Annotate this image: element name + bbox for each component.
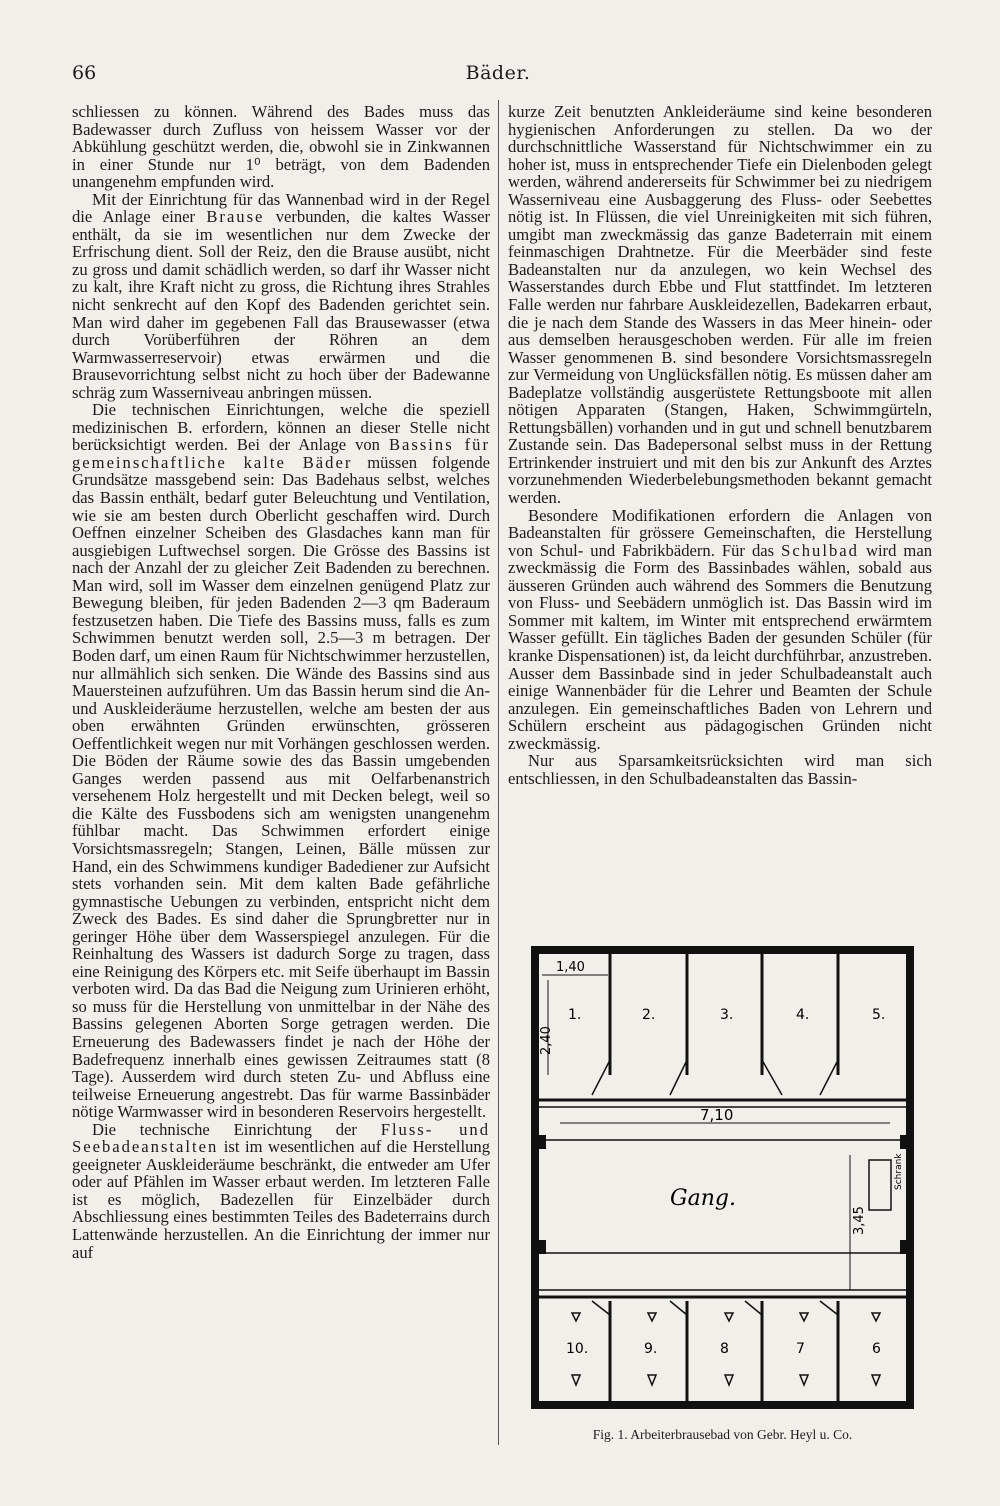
cell-label: 8 [720,1341,729,1357]
dim-top-label: 1,40 [556,960,585,975]
cell-label: 3. [720,1007,734,1023]
figure-caption: Fig. 1. Arbeiterbrausebad von Gebr. Heyl u. Co. [592,1427,853,1442]
cell-label: 10. [566,1341,589,1357]
left-column [72,103,490,1261]
cabinet-label: Schrank [894,1153,904,1190]
page-number: 66 [72,62,97,84]
left-paragraph-2: Mit der Einrichtung für das Wannenbad wird in der Regel die Anlage einer Brause verbunden, die kaltes Wasser enthält, da sie im wesentlichen nur dem Zwecke der Erfrischung dient. Soll der Reiz, den die Brause ausübt, nicht zu gross und damit schädlich werden, so darf ihr Wasser nicht zu kalt, ihre Kraft nicht zu gross, die Richtung ihres Strahles nicht senkrecht auf den Kopf des Badenden gerichtet sein. Man wird daher im gegebenen Fall das Brausewasser (etwa durch Vorüberführen der Röhren an dem Warmwasserreservoir) etwas erwärmen und die Brausevorrichtung selbst nicht zu hoch über der Badewanne schräg zum Wasserniveau anbringen müssen. [72,189,490,402]
floor-plan-figure [520,935,925,1455]
left-paragraph-1: schliessen zu können. Während des Bades muss das Badewasser durch Zufluss von heissem Wasser vor der Abkühlung geschützt werden, die, obwohl sie in Zinkwannen in einer Stunde nur 1⁰ beträgt, von dem Badenden unangenehm empfunden wird. [72,102,490,192]
emphasis-flussbad: Fluss- und Seebadeanstalten [72,1119,490,1157]
dim-width-label: 3,45 [852,1206,867,1235]
cell-label: 5. [872,1007,886,1023]
right-paragraph-2: Besondere Modifikationen erfordern die Anlagen von Badeanstalten für grössere Gemeinschaften, die Herstellung von Schul- und Fabrikbädern. Für das Schulbad wird man zweckmässig die Form des Bassinbades wählen, sobald aus äusseren Gründen auch während des Sommers die Benutzung von Fluss- und Seebädern unmöglich ist. Das Bassin wird im Sommer mit kaltem, im Winter mit entsprechend erwärmtem Wasser gefüllt. Ein tägliches Baden der gesunden Schüler (für kranke Dispensationen) ist, da leicht durchführbar, anzustreben. Ausser dem Bassinbade sind in jeder Schulbadeanstalt auch einige Wannenbäder für die Lehrer und Beamten der Schule anzulegen. Ein gemeinschaftliches Baden von Lehrern und Schülern erscheint aus pädagogischen Gründen nicht zweckmässig. [508,505,932,753]
cell-label: 4. [796,1007,810,1023]
cell-label: 7 [796,1341,805,1357]
emphasis-schulbad: Schulbad [781,540,859,560]
emphasis-bassins: Bassins für gemeinschaftliche kalte Bäder [72,435,490,472]
wall-pier-right-top [900,1135,914,1149]
wall-pier-right-bottom [900,1240,914,1254]
cell-label: 1. [568,1007,582,1023]
dim-cell-height-label: 2,40 [539,1026,554,1055]
right-paragraph-3: Nur aus Sparsamkeitsrücksichten wird man sich entschliessen, in den Schulbadeanstalten das Bassin- [508,751,932,788]
cell-label: 9. [644,1341,658,1357]
cabinet [869,1160,891,1210]
right-paragraph-1: kurze Zeit benutzten Ankleideräume sind keine besonderen hygienischen Anforderungen zu stellen. Da wo der durchschnittliche Wasserstand für Nichtschwimmer ein zu hoher ist, muss in entsprechender Tiefe ein Dielenboden gelegt werden, während andererseits für Schwimmer bei zu niedrigem Wasserniveau eine Ausbaggerung des Fluss- oder Seebettes nötig ist. In Flüssen, die viel Unreinigkeiten mit sich führen, umgibt man zweckmässig das ganze Badeterrain mit einem feinmaschigen Drahtnetze. Für die Meerbäder sind feste Badeanstalten nur da anzulegen, wo kein Wechsel des Wasserstandes durch Ebbe und Flut stattfindet. Im letzteren Falle werden nur fahrbare Auskleidezellen, Badekarren erbaut, die je nach dem Stande des Wassers in das Meer hinein- oder aus demselben herausgeschoben werden. Für alle im freien Wasser genommenen B. sind besondere Vorsichtsmassregeln zur Vermeidung von Unglücksfällen nötig. Es müssen daher am Badeplatze vollständig ausgerüstete Rettungsboote mit allen nötigen Apparaten (Stangen, Haken, Schwimmgürteln, Rettungsbällen) vorhanden und in gut und schnell benutzbarem Zustande sein. Das Badepersonal selbst muss in der Rettung Ertrinkender instruiert und mit den bis zur Ankunft des Arztes vorzunehmenden Wiederbelebungsmethoden bekannt gemacht werden. [508,102,932,508]
wall-pier-left-bottom [532,1240,546,1254]
floor-plan [520,935,925,1420]
cell-label: 6 [872,1341,881,1357]
left-paragraph-4: Die technische Einrichtung der Fluss- und Seebadeanstalten ist im wesentlichen auf die Herstellung geeigneter Auskleideräume beschränkt, die entweder am Ufer oder auf Pfählen im Wasser erbaut werden. Im letzteren Falle ist es möglich, Badezellen für Einzelbäder durch Abschliessung eines bestimmten Teiles des Badeterrains durch Lattenwände herzustellen. An die Einrichtung der immer nur auf [72,1119,490,1262]
running-title: Bäder. [465,62,531,84]
top-door-leaves [592,1060,838,1095]
bottom-cell-labels [566,1341,881,1357]
left-paragraph-3: Die technischen Einrichtungen, welche die speziell medizinischen B. erfordern, können an dieser Stelle nicht berücksichtigt werden. Bei der Anlage von Bassins für gemeinschaftliche kalte Bäder müssen folgende Grundsätze massgebend sein: Das Badehaus selbst, welches das Bassin enthält, bedarf guter Beleuchtung und Ventilation, wie sie am besten durch Oberlicht geschaffen wird. Durch Oeffnen einzelner Scheiben des Glasdaches kann man für ausgiebigen Luftwechsel sorgen. Die Grösse des Bassins ist nach der Anzahl der zu gleicher Zeit Badenden zu berechnen. Man wird, soll im Wasser dem einzelnen genügend Platz zur Bewegung bleiben, für jeden Badenden 2—3 qm Baderaum festzusetzen haben. Die Tiefe des Bassins muss, falls es zum Schwimmen benutzt werden soll, 2.5—3 m betragen. Der Boden darf, um einen Raum für Nichtschwimmer herzustellen, nur allmählich sich senken. Die Wände des Bassins sind aus Mauersteinen aufzuführen. Um das Bassin herum sind die An- und Auskleideräume herzustellen, welche am besten der aus oben erwähnten Gründen erwünschten, grösseren Oeffentlichkeit wegen nur mit Vorhängen geschlossen werden. Die Böden der Räume sowie des das Bassin umgebenden Ganges werden passend aus mit Oelfarbenanstrich versehenem Holz hergestellt und mit Decken belegt, weil so die Kälte des Fussbodens sich am wenigsten unangenehm fühlbar macht. Das Schwimmen erfordert einige Vorsichtsmassregeln; Stangen, Leinen, Bälle müssen zur Hand, ein des Schwimmens kundiger Badediener zur Aufsicht stets vorhanden sein. Mit dem kalten Bade gefährliche gymnastische Uebungen zu verbinden, entspricht nicht dem Zweck des Bades. Es sind daher die Sprungbretter nur in geringer Höhe über dem Wasserspiegel anzulegen. Für die Reinhaltung des Wassers ist dadurch Sorge zu tragen, dass eine Reinigung des Körpers etc. mit Seife überhaupt im Bassin verboten wird. Da das Bad die Neigung zum Urinieren erhöht, so muss für die Herstellung von unmittelbar in der Nähe des Bassins gelegenen Aborten Sorge getragen werden. Die Erneuerung des Badewassers findet je nach der Höhe der Badefrequenz innerhalb eines gewissen Zeitraumes statt (8 Tage). Ausserdem wird durch steten Zu- und Abfluss eine teilweise Erneuerung angestrebt. Das für warme Bassinbäder nötige Warmwasser wird in besonderen Reservoirs hergestellt. [72,400,490,1122]
emphasis-brause: Brause [206,207,265,227]
cell-label: 2. [642,1007,656,1023]
corridor-label: Gang. [670,1186,736,1211]
wall-pier-left-top [532,1135,546,1149]
dim-length-label: 7,10 [700,1106,734,1124]
right-column [508,103,932,787]
column-rule [498,100,499,1445]
page-header [72,62,924,84]
